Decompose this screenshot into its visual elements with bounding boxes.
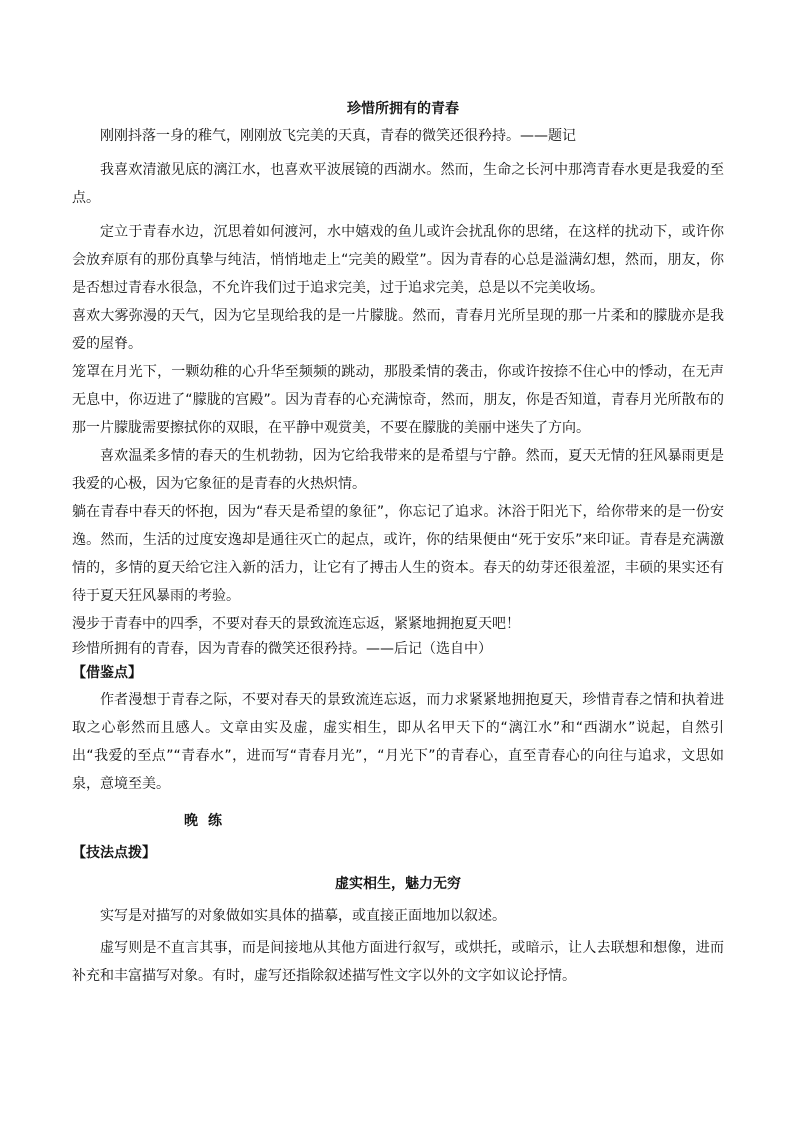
document-page: [72, 96, 724, 990]
evening-practice-heading: 晚练: [184, 813, 232, 829]
technique-paragraph: 实写是对描写的对象做如实具体的描摹，或直接正面地加以叙述。: [100, 908, 506, 924]
technique-subtitle: 虚实相生，魅力无穷: [335, 876, 461, 892]
appreciation-heading: 【借鉴点】: [72, 665, 142, 681]
technique-paragraph: 虚写则是不直言其事，而是间接地从其他方面进行叙写，或烘托，或暗示，让人去联想和想像，进而补充和丰富描写对象。有时，虚写还指除叙述描写性文字以外的文字如议论抒情。: [72, 940, 724, 984]
article-paragraph: 喜欢温柔多情的春天的生机勃勃，因为它给我带来的是希望与宁静。然而，夏天无情的狂风暴雨更是我爱的心极，因为它象征的是青春的火热炽情。: [72, 448, 724, 492]
article-paragraph: 喜欢大雾弥漫的天气，因为它呈现给我的是一片朦胧。然而，青春月光所呈现的那一片柔和的朦胧亦是我爱的屋脊。: [72, 308, 724, 352]
article-title: 珍惜所拥有的青春: [347, 101, 459, 117]
technique-heading: 【技法点拨】: [72, 845, 156, 861]
appreciation-text: 作者漫想于青春之际，不要对春天的景致流连忘返，而力求紧紧地拥抱夏天，珍惜青春之情和执着进取之心彰然而且感人。文章由实及虚，虚实相生，即从名甲天下的“漓江水”和“西湖水”说起，自然引出“我爱的至点”“青春水”，进而写“青春月光”，“月光下”的青春心，直至青春心的向往与追求，文思如泉，意境至美。: [72, 692, 724, 792]
postscript: 珍惜所拥有的青春，因为青春的微笑还很矜持。——后记（选自中）: [72, 641, 492, 657]
epigraph: 刚刚抖落一身的稚气，刚刚放飞完美的天真，青春的微笑还很矜持。——题记: [100, 128, 576, 144]
article-paragraph: 我喜欢清澈见底的漓江水，也喜欢平波展镜的西湖水。然而，生命之长河中那湾青春水更是我爱的至点。: [72, 162, 724, 206]
article-paragraph: 笼罩在月光下，一颗幼稚的心升华至频频的跳动，那股柔情的袭击，你或许按捺不住心中的悸动，在无声无息中，你迈进了“朦胧的宫殿”。因为青春的心充满惊奇，然而，朋友，你是否知道，青春月光所散布的那一片朦胧需要擦拭你的双眼，在平静中观赏美，不要在朦胧的美丽中迷失了方向。: [72, 364, 724, 436]
article-paragraph: 躺在青春中春天的怀抱，因为“春天是希望的象征”，你忘记了追求。沐浴于阳光下，给你带来的是一份安逸。然而，生活的过度安逸却是通往灭亡的起点，或许，你的结果便由“死于安乐”来印证。青春是充满激情的，多情的夏天给它注入新的活力，让它有了搏击人生的资本。春天的幼芽还很羞涩，丰硕的果实还有待于夏天狂风暴雨的考验。: [72, 504, 724, 604]
article-paragraph: 漫步于青春中的四季，不要对春天的景致流连忘返，紧紧地拥抱夏天吧！: [72, 616, 520, 632]
article-paragraph: 定立于青春水边，沉思着如何渡河，水中嬉戏的鱼儿或许会扰乱你的思绪，在这样的扰动下，或许你会放弃原有的那份真挚与纯洁，悄悄地走上“完美的殿堂”。因为青春的心总是溢满幻想，然而，朋友，你是否想过青春水很急，不允许我们过于追求完美，过于追求完美，总是以不完美收场。: [72, 224, 724, 296]
